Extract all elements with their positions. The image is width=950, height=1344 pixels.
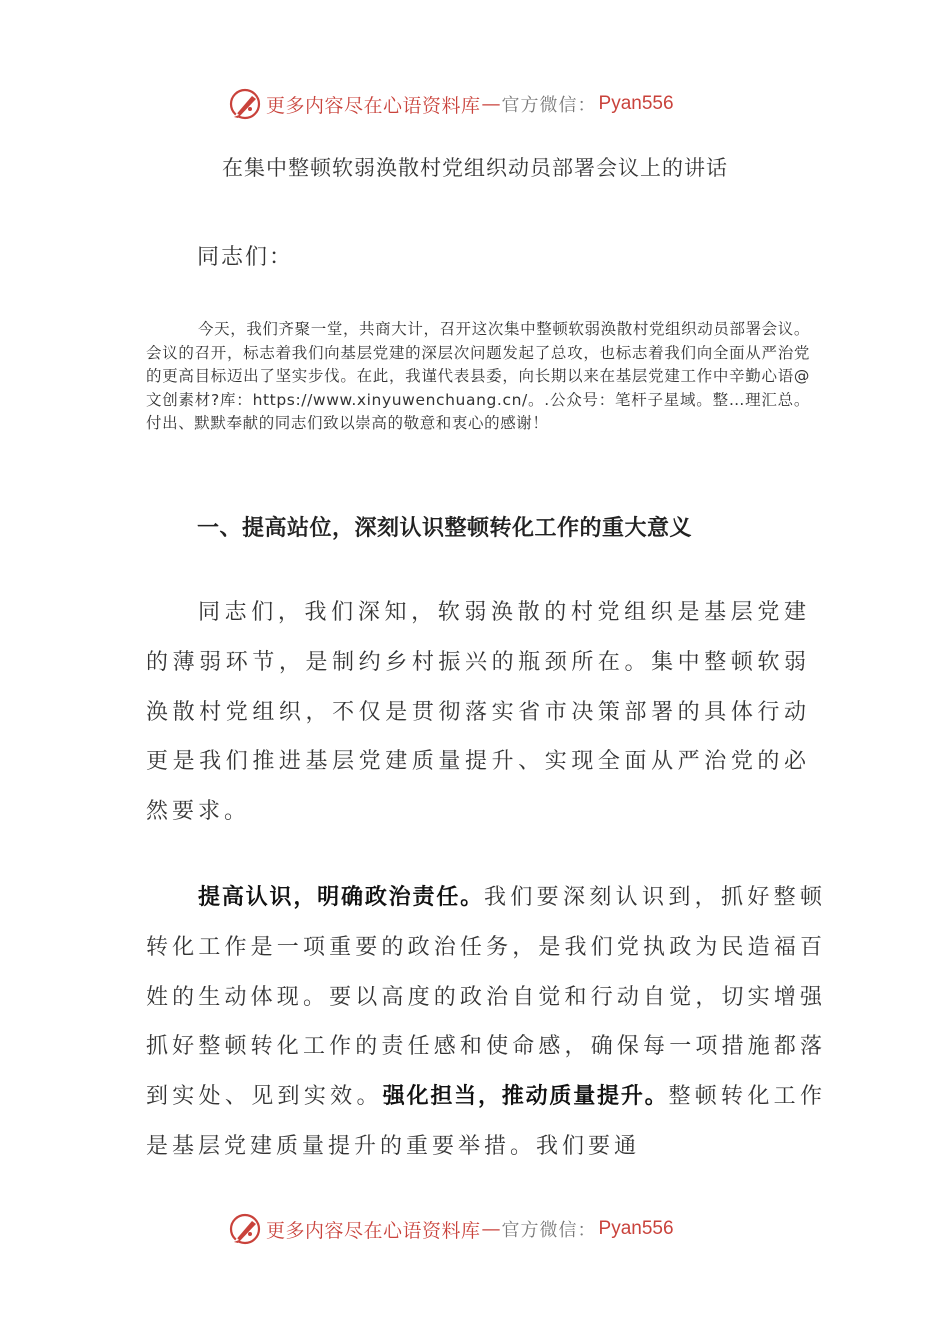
body-paragraph: 同志们，我们深知，软弱涣散的村党组织是基层党建的薄弱环节，是制约乡村振兴的瓶颈所在。集中整顿软弱涣散村党组织，不仅是贯彻落实省市决策部署的具体行动更是我们推进基层党建质量提升、实现全面从严治党的必然要求。 — [146, 600, 810, 825]
document-title: 在集中整顿软弱涣散村党组织动员部署会议上的讲话 — [222, 156, 728, 180]
banner-text: 更多内容尽在心语资料库 — [266, 1219, 481, 1242]
intro-paragraph: 今天，我们齐聚一堂，共商大计，召开这次集中整顿软弱涣散村党组织动员部署会议。会议的召开，标志着我们向基层党建的深层次问题发起了总攻，也标志着我们向全面从严治党的更高目标迈出了坚实步伐。在此，我谨代表县委，向长期以来在基层党建工作中辛勤心语@文创素材?库：https://www.xinyuwenchuang.cn/。.公众号：笔杆子星域。整…理汇总。付出、默默奉献的同志们致以崇高的敬意和衷心的感谢！ — [146, 320, 810, 433]
section-heading: 一、提高站位，深刻认识整顿转化工作的重大意义 — [197, 516, 693, 541]
banner-wechat-id: Pyan556 — [598, 1218, 674, 1239]
header-banner — [228, 84, 748, 124]
banner-label: 官方微信： — [501, 95, 597, 116]
banner-wechat-id: Pyan556 — [598, 93, 674, 114]
pen-logo-icon — [228, 87, 262, 121]
bold-lead-1: 提高认识，明确政治责任。 — [198, 885, 484, 910]
banner-text: 更多内容尽在心语资料库 — [266, 94, 481, 117]
para-text-1: 我们要深刻认识到，抓好整顿转化工作是一项重要的政治任务，是我们党执政为民造福百姓的生动体现。要以高度的政治自觉和行动自觉，切实增强抓好整顿转化工作的责任感和使命感，确保每一项措施都落到实处、见到实效。 — [146, 885, 826, 1110]
banner-dash: — — [481, 93, 501, 115]
banner-label: 官方微信： — [501, 1220, 597, 1241]
pen-logo-icon — [228, 1212, 262, 1246]
banner-dash: — — [481, 1218, 501, 1240]
para-text-2: 整顿转化工作是基层党建质量提升的重要举措。我们要通 — [146, 1084, 826, 1159]
salutation: 同志们： — [197, 245, 294, 270]
bold-lead-2: 强化担当，推动质量提升。 — [382, 1084, 669, 1110]
footer-banner — [228, 1209, 748, 1249]
body-paragraph-2 — [146, 873, 826, 1172]
